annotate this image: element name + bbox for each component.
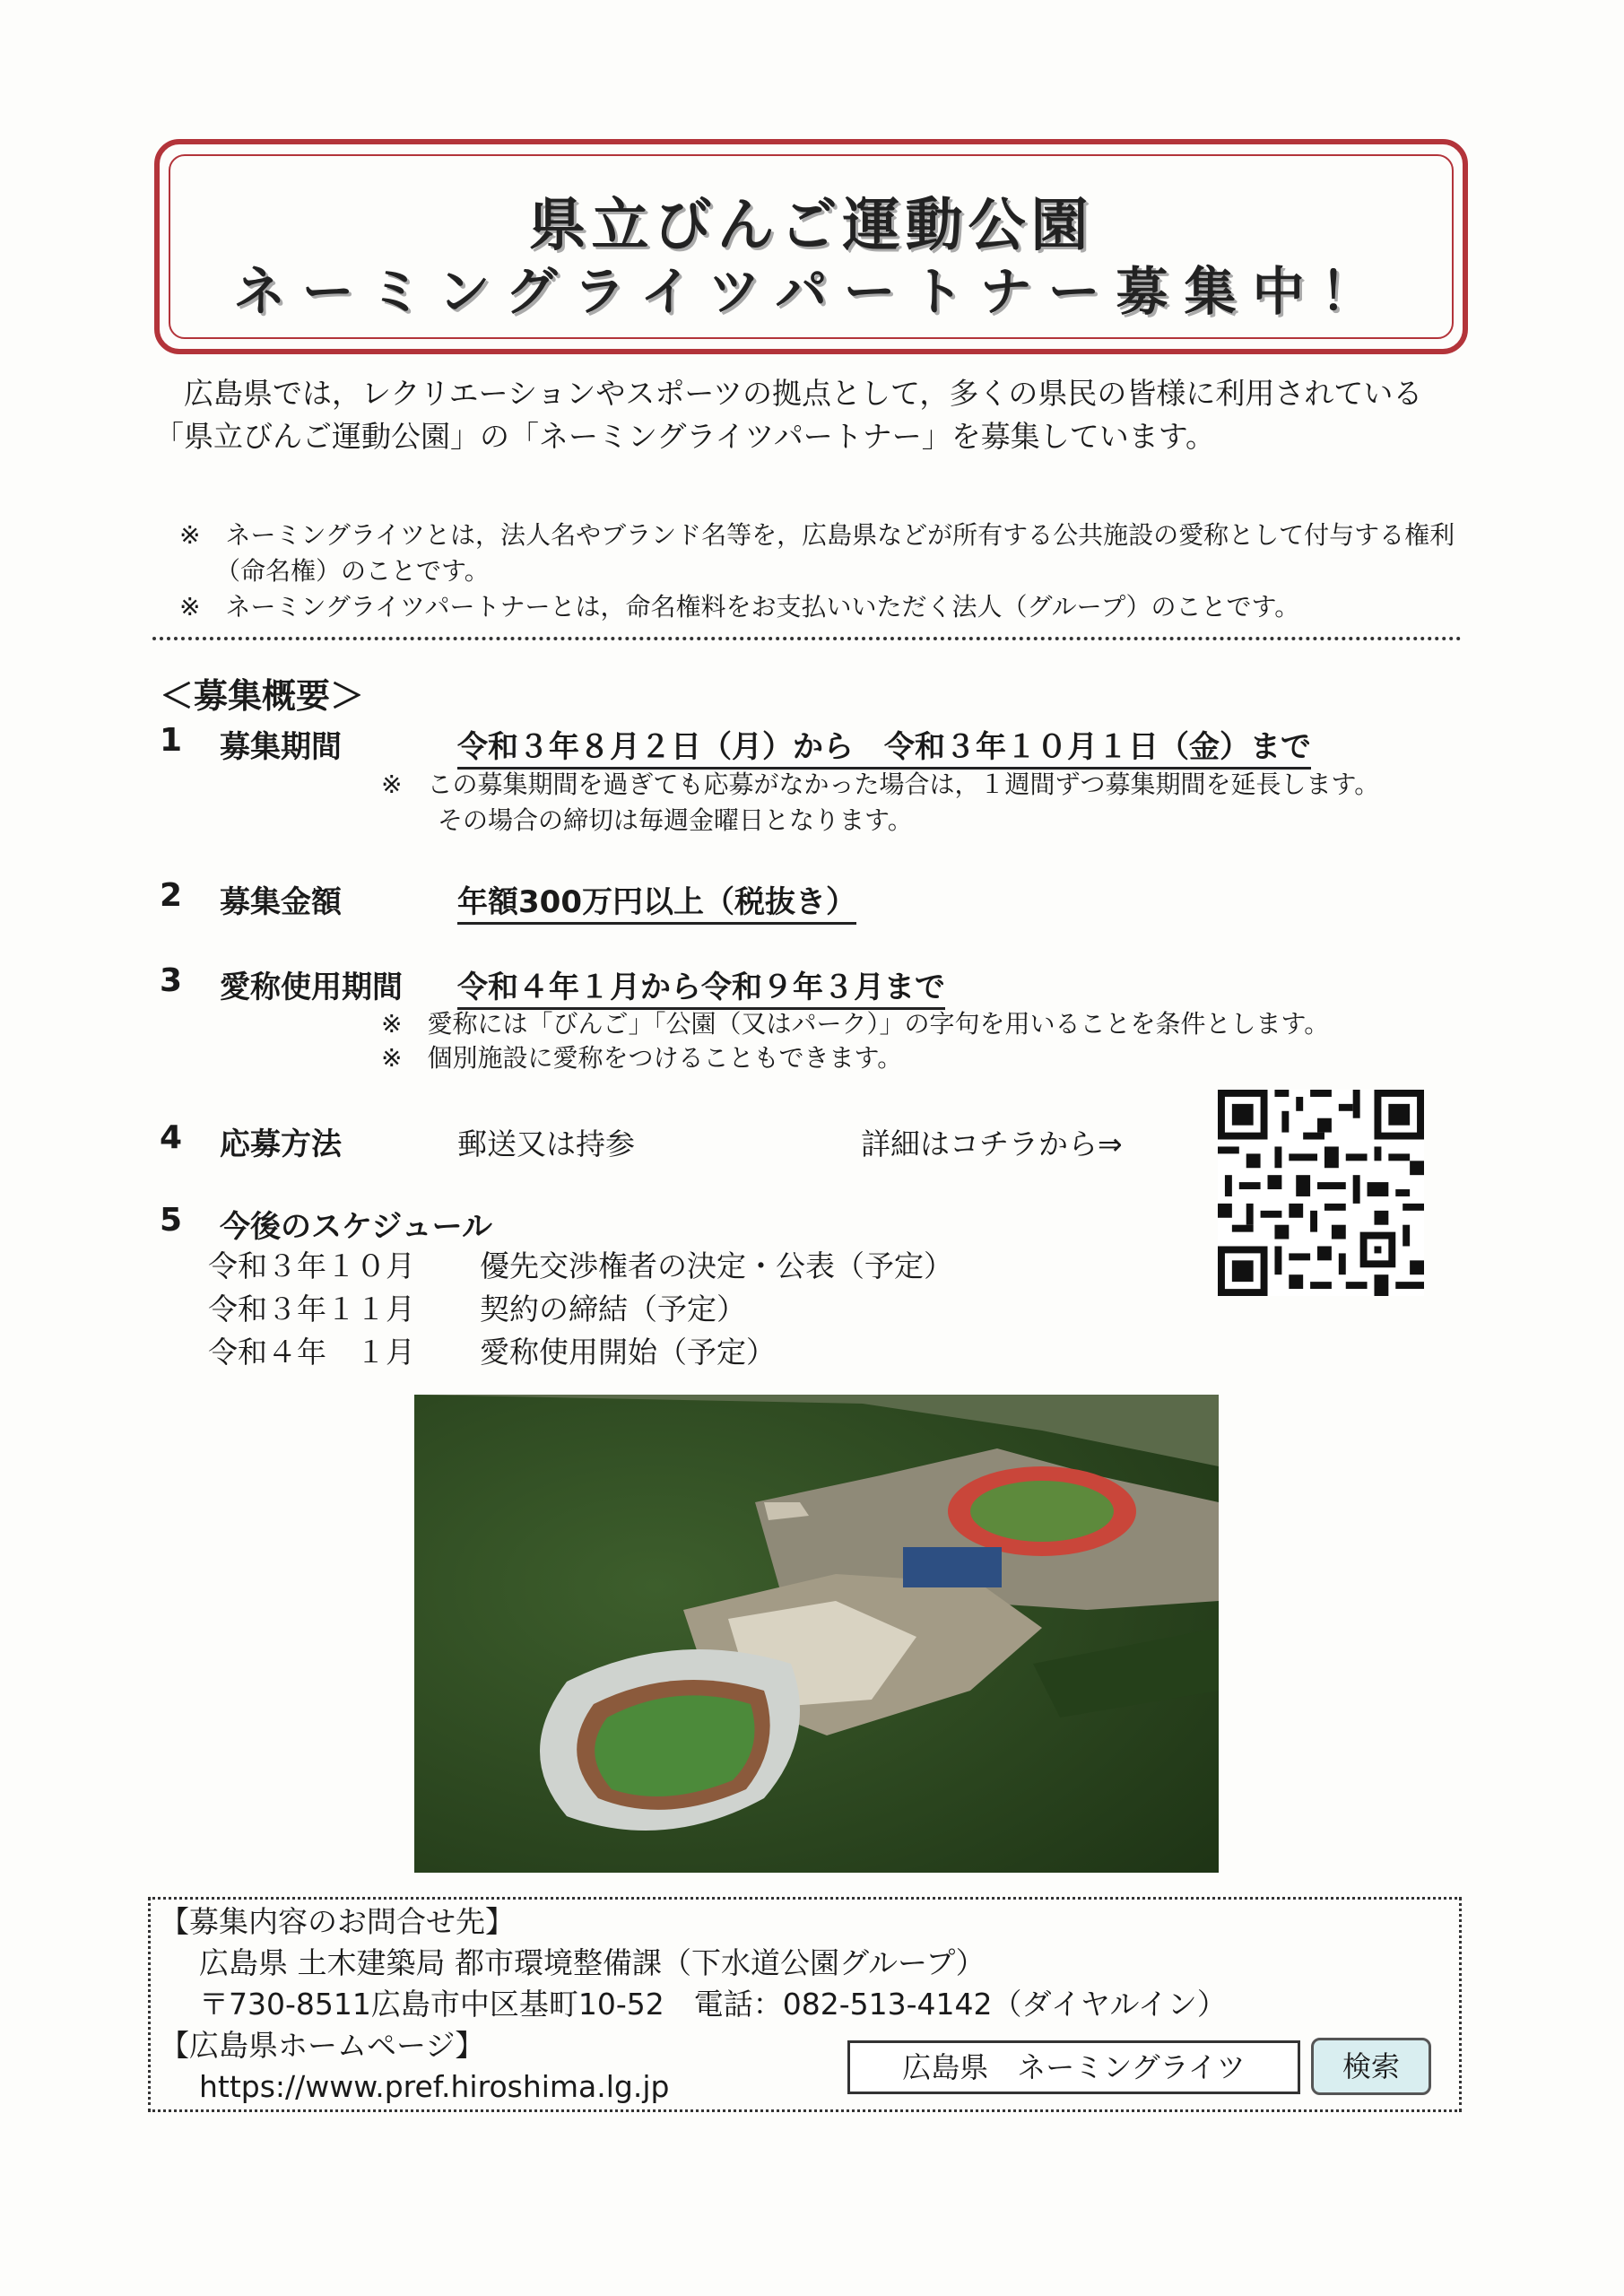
- item-1-num: 1: [160, 722, 183, 759]
- item-1-label: 募集期間: [220, 729, 342, 765]
- overview-heading: ＜募集概要＞: [160, 676, 365, 716]
- item-3-note-2: ※ 個別施設に愛称をつけることもできます。: [381, 1043, 903, 1073]
- park-aerial-photo: [414, 1395, 1219, 1873]
- item-3-note-1: ※ 愛称には「びんご」「公園（又はパーク）」の字句を用いることを条件とします。: [381, 1009, 1330, 1039]
- item-3-num: 3: [160, 962, 183, 999]
- item-3-label: 愛称使用期間: [220, 970, 403, 1005]
- item-4-num: 4: [160, 1119, 183, 1156]
- schedule-2-when: 令和３年１１月: [208, 1292, 415, 1326]
- qr-code[interactable]: [1218, 1090, 1424, 1296]
- item-1-value: 令和３年８月２日（月）から 令和３年１０月１日（金）まで: [457, 729, 1311, 770]
- intro-text: 広島県では，レクリエーションやスポーツの拠点として，多くの県民の皆様に利用されている「県立びんご運動公園」の「ネーミングライツパートナー」を募集しています。: [154, 376, 1423, 454]
- item-1-note-2: その場合の締切は毎週金曜日となります。: [438, 805, 913, 835]
- title-line-2: ネーミングライツパートナー募集中！: [233, 261, 1389, 322]
- item-5-num: 5: [160, 1202, 183, 1239]
- search-button[interactable]: 検索: [1311, 2038, 1431, 2095]
- item-2-value: 年額300万円以上（税抜き）: [457, 884, 856, 925]
- item-1-note-1: ※ この募集期間を過ぎても応募がなかった場合は，１週間ずつ募集期間を延長します。: [381, 770, 1380, 799]
- schedule-3-what: 愛称使用開始（予定）: [480, 1335, 776, 1370]
- item-2-num: 2: [160, 877, 183, 914]
- intro-note-2: ※ ネーミングライツパートナーとは，命名権料をお支払いいただく法人（グループ）のことです。: [179, 592, 1300, 622]
- contact-address: 〒730-8511広島市中区基町10-52 電話：082-513-4142（ダイヤルイン）: [199, 1987, 1227, 2022]
- details-link-text[interactable]: 詳細はコチラから⇒: [861, 1126, 1123, 1161]
- schedule-1-when: 令和３年１０月: [208, 1248, 415, 1283]
- intro-note-1: ※ ネーミングライツとは，法人名やブランド名等を，広島県などが所有する公共施設の愛称として付与する権利（命名権）のことです。: [179, 520, 1455, 586]
- item-5-label: 今後のスケジュール: [220, 1209, 492, 1245]
- schedule-3-when: 令和４年 １月: [208, 1335, 415, 1370]
- contact-dept: 広島県 土木建築局 都市環境整備課（下水道公園グループ）: [199, 1945, 986, 1980]
- schedule-1-what: 優先交渉権者の決定・公表（予定）: [480, 1248, 953, 1283]
- hp-heading: 【広島県ホームページ】: [160, 2028, 485, 2063]
- contact-heading: 【募集内容のお問合せ先】: [160, 1904, 515, 1939]
- item-3-value: 令和４年１月から令和９年３月まで: [457, 970, 945, 1010]
- hp-url[interactable]: https://www.pref.hiroshima.lg.jp: [199, 2069, 670, 2104]
- title-line-1: 県立びんご運動公園: [528, 193, 1094, 259]
- divider: [152, 637, 1462, 640]
- item-4-value: 郵送又は持参: [457, 1126, 635, 1161]
- schedule-2-what: 契約の締結（予定）: [480, 1292, 746, 1326]
- search-input[interactable]: 広島県 ネーミングライツ: [847, 2040, 1300, 2094]
- item-4-label: 応募方法: [220, 1126, 342, 1162]
- item-2-label: 募集金額: [220, 884, 342, 920]
